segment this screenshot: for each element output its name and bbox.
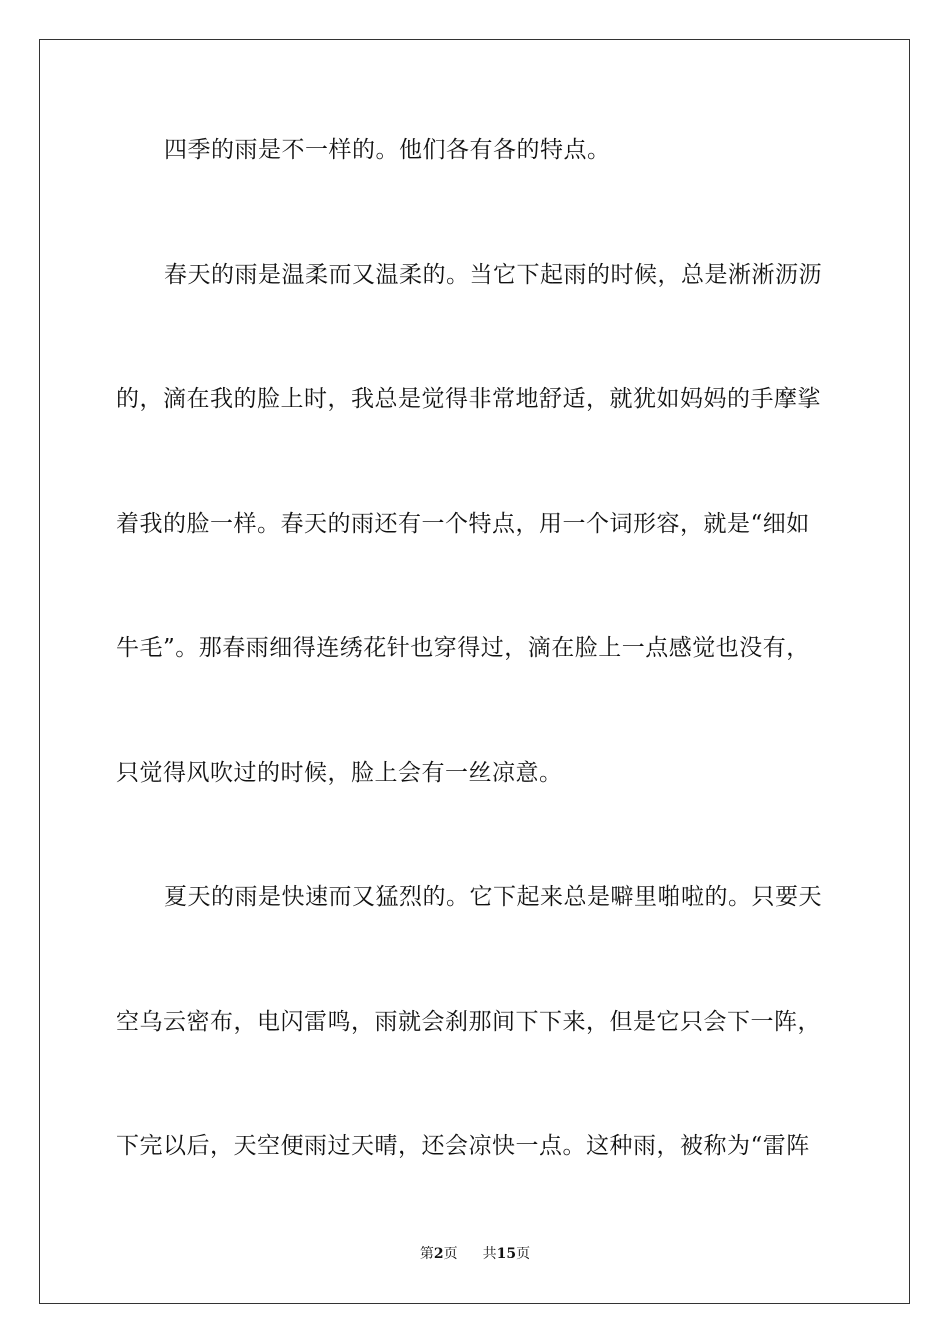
paragraph-line: 牛毛”。那春雨细得连绣花针也穿得过，滴在脸上一点感觉也没有， xyxy=(116,635,810,661)
paragraph-line: 空乌云密布，电闪雷鸣，雨就会刹那间下下来，但是它只会下一阵， xyxy=(116,1009,821,1035)
page-number: 2 xyxy=(433,1246,444,1262)
paragraph-line: 夏天的雨是快速而又猛烈的。它下起来总是噼里啪啦的。只要天 xyxy=(164,884,822,910)
total-prefix: 共 xyxy=(482,1246,497,1262)
page-border xyxy=(39,39,910,1304)
page-footer xyxy=(0,1245,950,1263)
total-suffix: 页 xyxy=(516,1246,531,1262)
page-suffix: 页 xyxy=(443,1246,458,1262)
paragraph-line: 只觉得风吹过的时候，脸上会有一丝凉意。 xyxy=(116,760,563,786)
paragraph-line: 下完以后，天空便雨过天晴，还会凉快一点。这种雨，被称为“雷阵 xyxy=(116,1133,810,1159)
paragraph-line: 的，滴在我的脸上时，我总是觉得非常地舒适，就犹如妈妈的手摩挲 xyxy=(116,386,821,412)
paragraph-line: 着我的脸一样。春天的雨还有一个特点，用一个词形容，就是“细如 xyxy=(116,511,810,537)
paragraph-line: 春天的雨是温柔而又温柔的。当它下起雨的时候，总是淅淅沥沥 xyxy=(164,262,822,288)
total-pages: 15 xyxy=(496,1246,517,1262)
paragraph-line: 四季的雨是不一样的。他们各有各的特点。 xyxy=(164,137,611,163)
page-prefix: 第 xyxy=(419,1246,434,1262)
